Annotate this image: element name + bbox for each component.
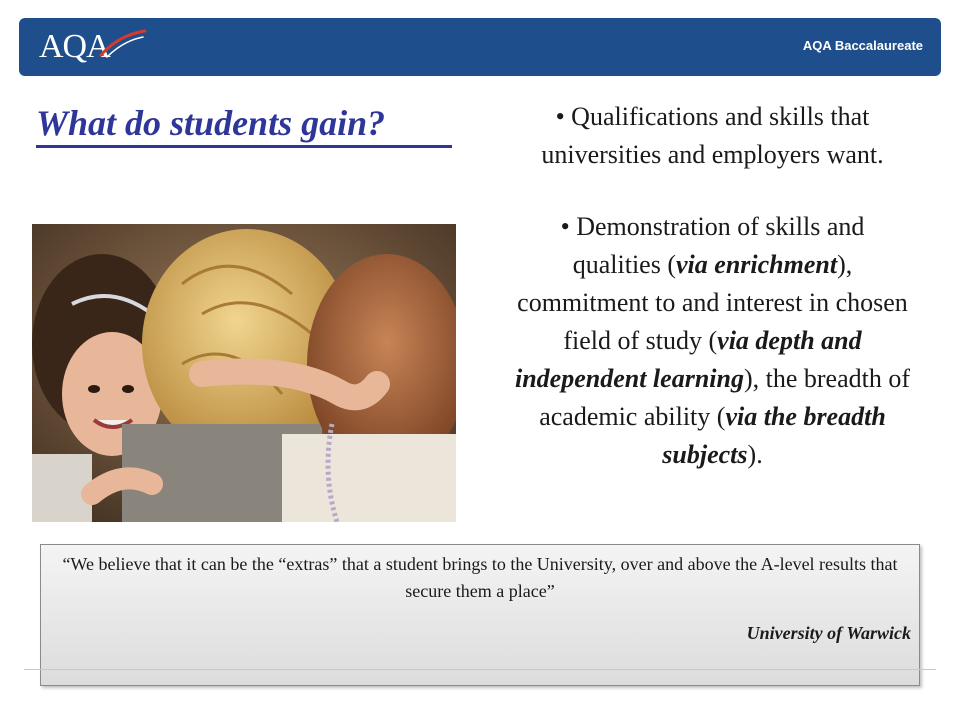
header-bar	[19, 18, 941, 76]
bullet-2-line	[465, 246, 960, 284]
bullet-1-line: universities and employers want.	[541, 140, 884, 169]
logo-text: AQA	[39, 28, 110, 65]
students-hugging-photo	[32, 224, 456, 522]
bullet-2-line: commitment to and interest in chosen	[517, 288, 908, 317]
text-span: field of study (	[563, 326, 718, 355]
text-span: academic ability (	[539, 402, 726, 431]
bullet-2-line	[465, 436, 960, 474]
quote-text: “We believe that it can be the “extras” that a student brings to the University, over and above the A-level results that secure them a place”	[62, 554, 898, 601]
footer-divider	[24, 669, 936, 670]
quote-box	[40, 544, 920, 686]
bullet-2-line	[465, 398, 960, 436]
bullet-gap	[465, 174, 960, 208]
emphasis-text: independent learning	[514, 364, 744, 393]
bullet-list	[465, 98, 960, 474]
emphasis-text: via the breadth	[725, 402, 886, 431]
title-underline	[36, 145, 452, 148]
emphasis-text: via depth and	[717, 326, 862, 355]
text-span: ),	[837, 250, 853, 279]
brand-label: AQA Baccalaureate	[802, 38, 923, 53]
page-title: What do students gain?	[36, 103, 386, 143]
quote-attribution: University of Warwick	[746, 623, 911, 643]
bullet-1-line: • Qualifications and skills that	[555, 102, 870, 131]
bullet-2-line	[465, 322, 960, 360]
photo-illustration	[32, 224, 456, 522]
text-span: qualities (	[572, 250, 677, 279]
logo-swoosh-icon	[99, 29, 149, 59]
emphasis-text: via enrichment	[676, 250, 838, 279]
text-span: ).	[747, 440, 763, 469]
aqa-logo	[39, 27, 149, 67]
bullet-2-line	[465, 360, 960, 398]
emphasis-text: subjects	[662, 440, 748, 469]
bullet-2-line: • Demonstration of skills and	[560, 212, 865, 241]
text-span: ), the breadth of	[743, 364, 911, 393]
